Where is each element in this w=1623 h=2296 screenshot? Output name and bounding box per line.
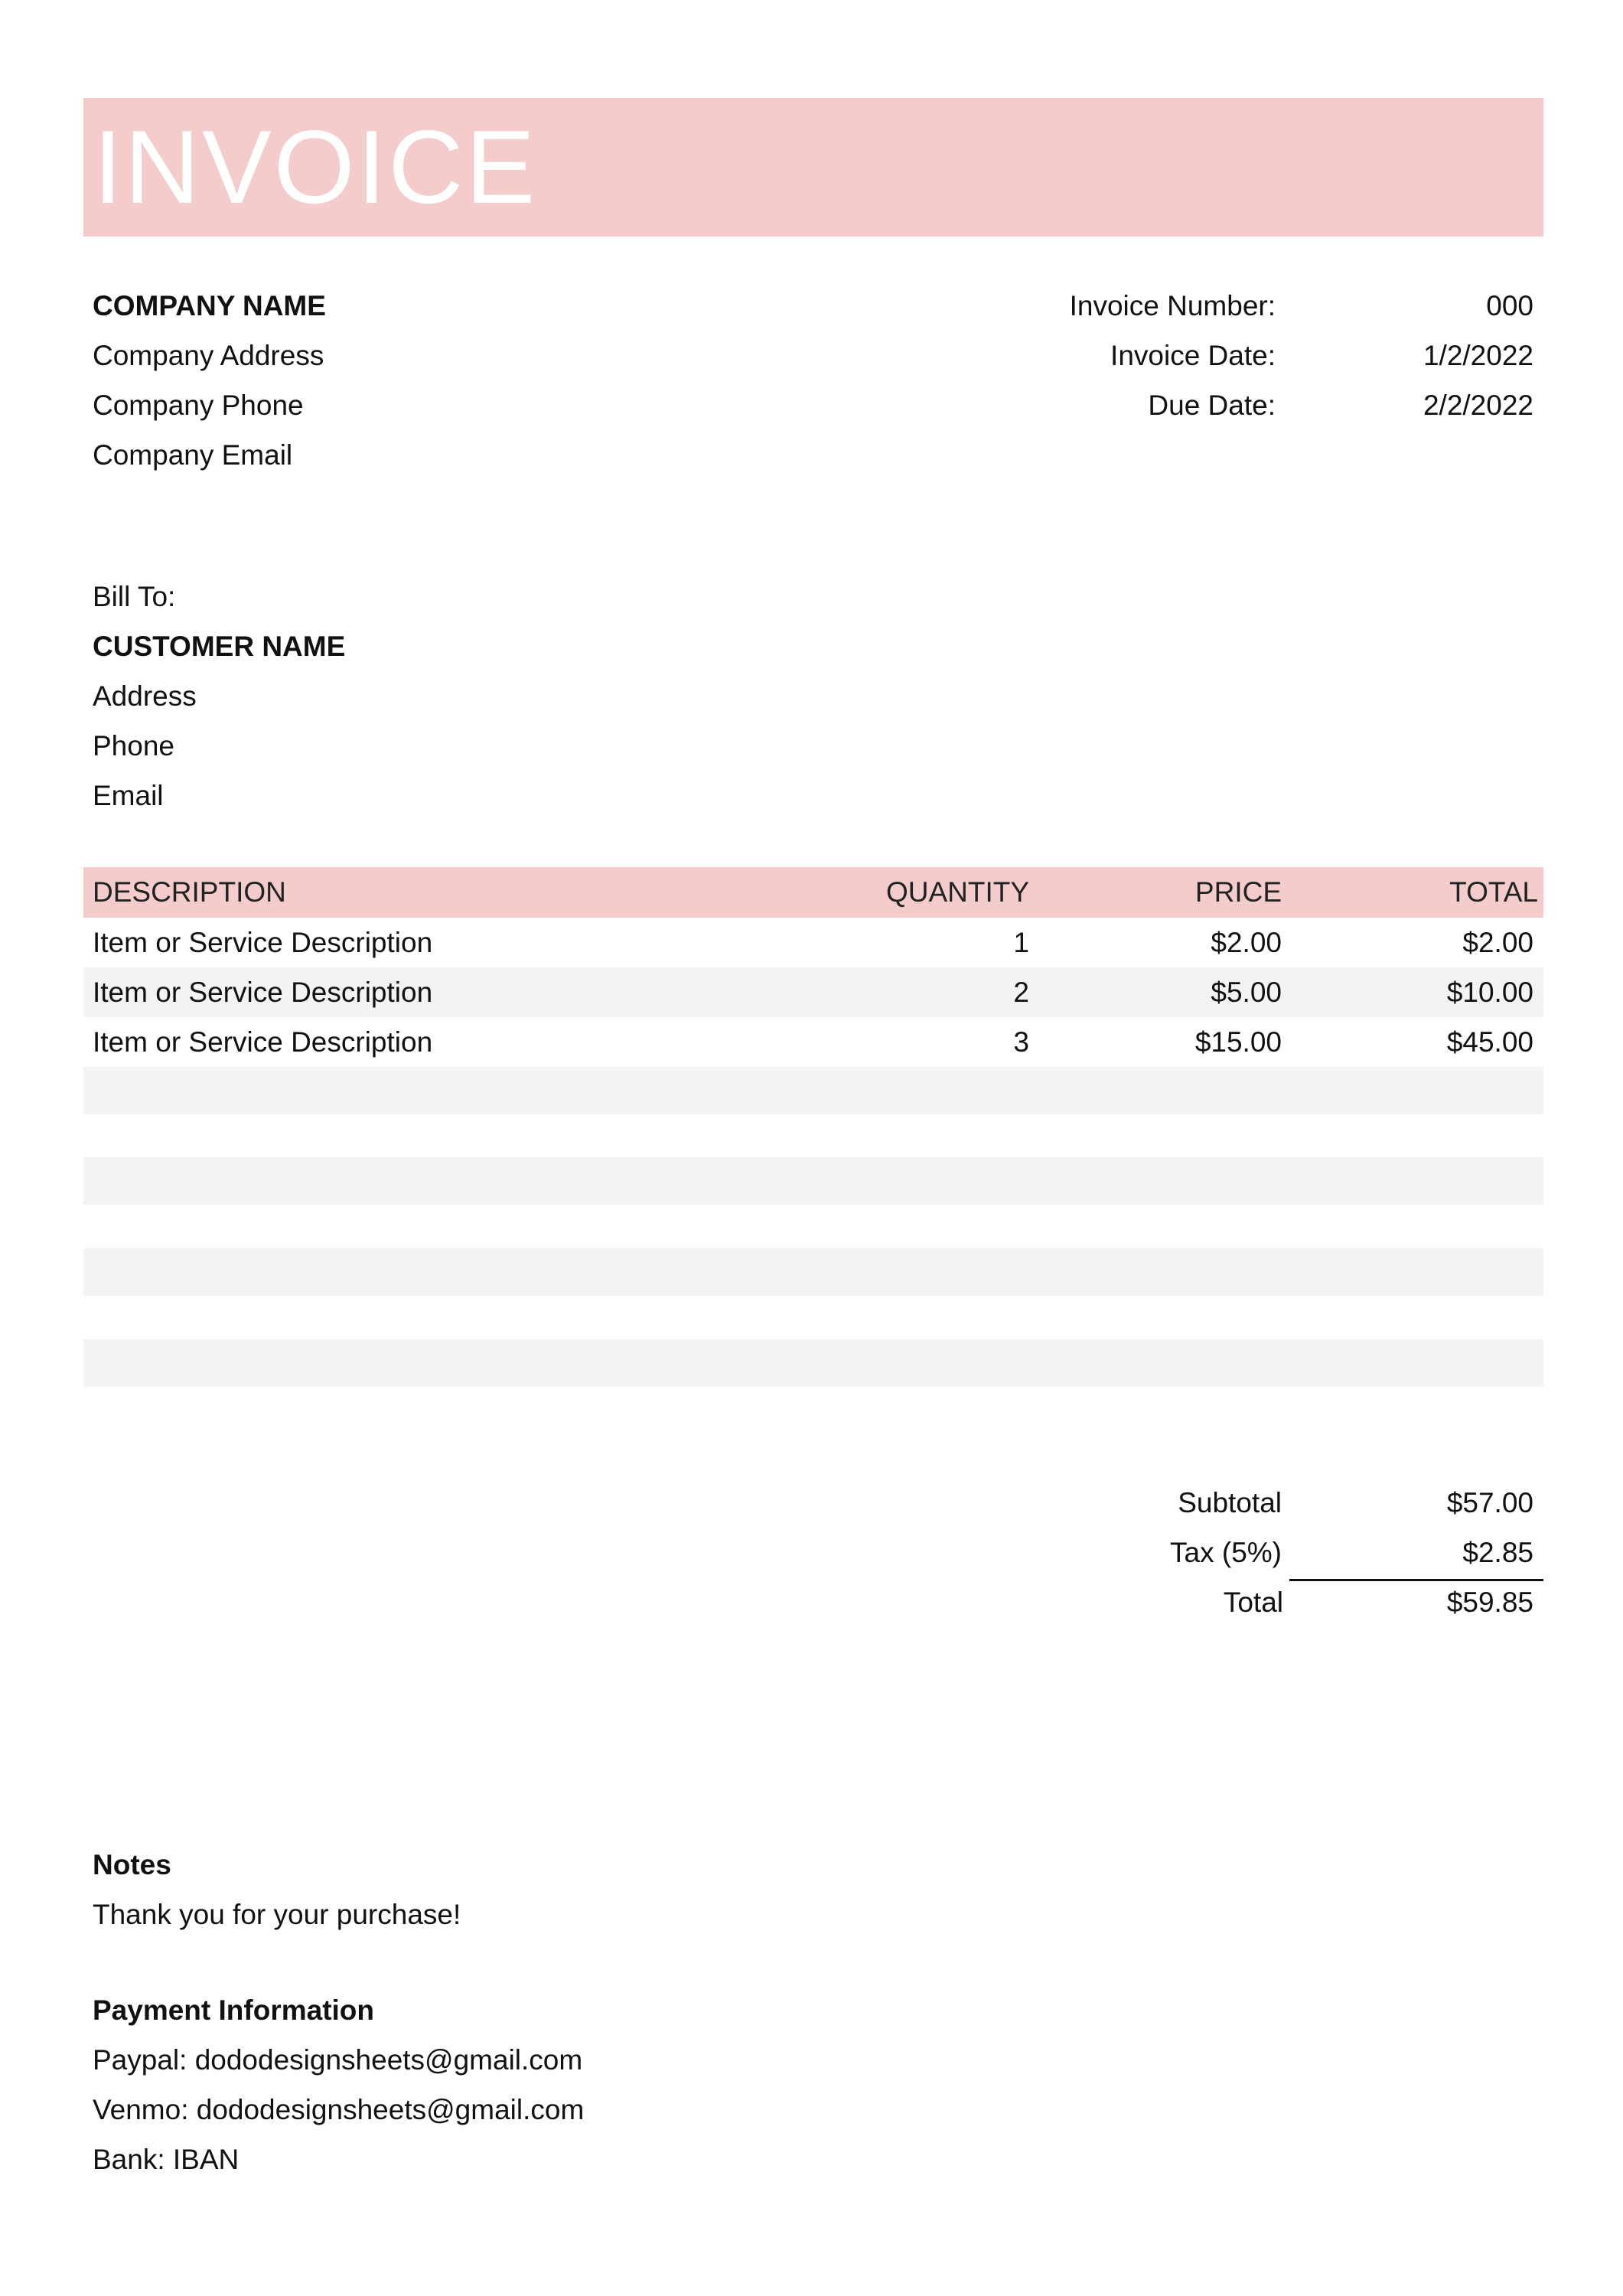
table-row-description: Item or Service Description	[93, 927, 433, 958]
invoice-number-label: Invoice Number:	[1069, 290, 1276, 321]
table-row-total: $2.00	[1462, 927, 1533, 958]
notes-text: Thank you for your purchase!	[93, 1899, 461, 1930]
company-name: COMPANY NAME	[93, 290, 326, 321]
payment-line-bank: Bank: IBAN	[93, 2144, 240, 2175]
table-row-quantity: 1	[1013, 927, 1029, 958]
table-row-quantity: 2	[1013, 977, 1029, 1008]
company-email: Company Email	[93, 439, 293, 471]
column-header-description: DESCRIPTION	[93, 876, 286, 908]
column-header-price: PRICE	[1194, 876, 1282, 908]
subtotal-value: $57.00	[1446, 1487, 1533, 1518]
table-row-total: $45.00	[1446, 1026, 1533, 1058]
total-label: Total	[1223, 1587, 1283, 1618]
customer-phone: Phone	[93, 730, 174, 762]
table-row-stripe	[83, 1248, 1543, 1296]
due-date-label: Due Date:	[1148, 390, 1276, 421]
company-address: Company Address	[93, 340, 324, 371]
table-row-description: Item or Service Description	[93, 977, 433, 1008]
invoice-date-value: 1/2/2022	[1423, 340, 1533, 371]
subtotal-label: Subtotal	[1178, 1487, 1282, 1518]
tax-value: $2.85	[1462, 1537, 1533, 1568]
invoice-title: INVOICE	[93, 109, 538, 225]
notes-heading: Notes	[93, 1849, 171, 1880]
table-row-price: $15.00	[1194, 1026, 1282, 1058]
customer-address: Address	[93, 680, 197, 712]
table-row-price: $5.00	[1211, 977, 1282, 1008]
column-header-total: TOTAL	[1449, 876, 1538, 908]
customer-name: CUSTOMER NAME	[93, 631, 346, 662]
payment-heading: Payment Information	[93, 1994, 374, 2026]
company-phone: Company Phone	[93, 390, 304, 421]
invoice-number-value: 000	[1486, 290, 1533, 321]
bill-to-label: Bill To:	[93, 581, 176, 612]
table-row-stripe	[83, 1157, 1543, 1205]
table-row-price: $2.00	[1211, 927, 1282, 958]
column-header-quantity: QUANTITY	[885, 876, 1029, 908]
tax-label: Tax (5%)	[1170, 1537, 1282, 1568]
table-row-description: Item or Service Description	[93, 1026, 433, 1058]
payment-line-paypal: Paypal: dododesignsheets@gmail.com	[93, 2044, 583, 2076]
table-row-total: $10.00	[1446, 977, 1533, 1008]
table-row-stripe	[83, 1067, 1543, 1114]
due-date-value: 2/2/2022	[1423, 390, 1533, 421]
customer-email: Email	[93, 780, 164, 811]
table-header	[83, 867, 1543, 918]
payment-line-venmo: Venmo: dododesignsheets@gmail.com	[93, 2094, 585, 2125]
total-value: $59.85	[1446, 1587, 1533, 1618]
invoice-date-label: Invoice Date:	[1110, 340, 1276, 371]
table-row-stripe	[83, 1339, 1543, 1387]
table-row-quantity: 3	[1013, 1026, 1029, 1058]
